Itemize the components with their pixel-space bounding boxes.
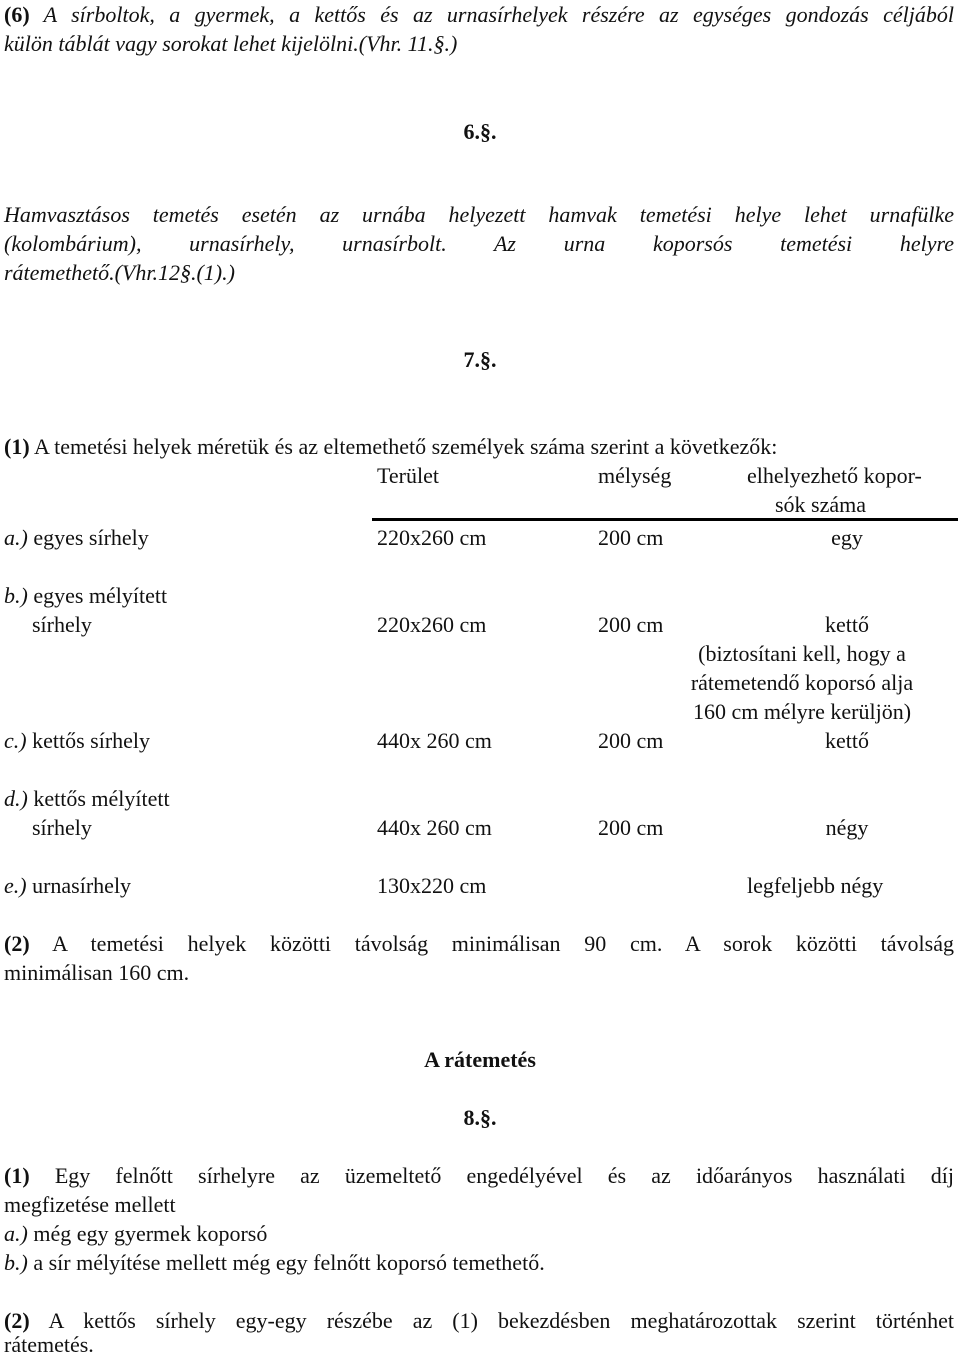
table-row-d-depth: 200 cm [598, 815, 664, 840]
section7-paragraph1 [4, 432, 777, 461]
column-header-depth: mélység [598, 463, 672, 488]
section-heading-8: 8.§. [463, 1105, 497, 1130]
subsection-title: A rátemetés [424, 1047, 536, 1072]
row-label: kettős mélyített [33, 786, 170, 811]
item-text: a sír mélyítése mellett még egy felnőtt koporsó temethető. [33, 1250, 545, 1275]
row-letter: a.) [4, 525, 28, 550]
table-row-d-label [4, 784, 170, 813]
table-row-b-depth: 200 cm [598, 612, 664, 637]
paragraph-text: A kettős sírhely egy-egy részébe az (1) bekezdésben meghatározottak szerint történhet [48, 1308, 955, 1333]
section6-line1: Hamvasztásos temetés esetén az urnába helyezett hamvak temetési helye lehet urnafülke [4, 202, 954, 227]
section8-paragraph2-line2: rátemetés. [4, 1332, 94, 1357]
item-letter: a.) [4, 1221, 28, 1246]
table-row-b-label [4, 581, 167, 610]
table-row-a-label [4, 523, 149, 552]
table-row-b-note-1: (biztosítani kell, hogy a [698, 641, 906, 666]
paragraph-number: (1) [4, 1163, 30, 1188]
row-letter: d.) [4, 786, 28, 811]
table-row-b-note-3: 160 cm mélyre kerüljön) [692, 699, 912, 724]
paragraph-text: A temetési helyek méretük és az eltemethető személyek száma szerint a következők: [33, 434, 778, 459]
section6-line2: (kolombárium), urnasírhely, urnasírbolt. Az urna koporsós temetési helyre [4, 231, 954, 256]
paragraph-6-line1 [4, 0, 954, 29]
section-heading-7: 7.§. [463, 347, 497, 372]
column-header-count-2: sók száma [775, 492, 867, 517]
table-row-c-area: 440x 260 cm [377, 728, 492, 753]
table-row-e-label [4, 871, 131, 900]
paragraph-text: Egy felnőtt sírhelyre az üzemeltető engedélyével és az időarányos használati díj [54, 1163, 954, 1188]
item-text: még egy gyermek koporsó [33, 1221, 268, 1246]
table-row-e-area: 130x220 cm [377, 873, 487, 898]
table-row-d-area: 440x 260 cm [377, 815, 492, 840]
paragraph-number: (2) [4, 1308, 30, 1333]
section6-line3: rátemethető.(Vhr.12§.(1).) [4, 260, 235, 285]
section7-paragraph2-line1 [4, 929, 954, 958]
section-heading-6: 6.§. [463, 119, 497, 144]
section8-paragraph1-line1 [4, 1161, 954, 1190]
table-row-b-count: kettő [825, 612, 869, 637]
paragraph-text: A temetési helyek közötti távolság minimálisan 90 cm. A sorok közötti távolság [52, 931, 954, 956]
table-row-c-depth: 200 cm [598, 728, 664, 753]
row-letter: e.) [4, 873, 27, 898]
row-letter: b.) [4, 583, 28, 608]
table-row-d-count: négy [825, 815, 869, 840]
table-row-c-count: kettő [825, 728, 869, 753]
table-header-rule [372, 518, 958, 521]
section8-item-a [4, 1219, 267, 1248]
row-label: kettős sírhely [32, 728, 151, 753]
paragraph-number: (1) [4, 434, 30, 459]
table-row-a-depth: 200 cm [598, 525, 664, 550]
table-row-b-area: 220x260 cm [377, 612, 487, 637]
row-label: urnasírhely [32, 873, 132, 898]
paragraph-text: A sírboltok, a gyermek, a kettős és az urnasírhelyek részére az egységes gondozás céljából [43, 2, 954, 27]
column-header-count: elhelyezhető kopor- [747, 463, 922, 488]
table-row-b-note-2: rátemetendő koporsó alja [690, 670, 914, 695]
paragraph-number: (6) [4, 2, 30, 27]
row-label: egyes sírhely [33, 525, 149, 550]
row-label: egyes mélyített [33, 583, 168, 608]
table-row-d-label-2: sírhely [32, 815, 92, 840]
table-row-c-label [4, 726, 150, 755]
table-row-a-area: 220x260 cm [377, 525, 487, 550]
section8-item-b [4, 1248, 545, 1277]
section7-paragraph2-line2: minimálisan 160 cm. [4, 960, 190, 985]
paragraph-6-line2: külön táblát vagy sorokat lehet kijelölni.(Vhr. 11.§.) [4, 31, 458, 56]
table-row-a-count: egy [831, 525, 863, 550]
section8-paragraph1-line2: megfizetése mellett [4, 1192, 176, 1217]
table-row-b-label-2: sírhely [32, 612, 92, 637]
section8-paragraph2-line1 [4, 1306, 954, 1335]
table-row-e-count: legfeljebb négy [747, 873, 884, 898]
row-letter: c.) [4, 728, 27, 753]
paragraph-number: (2) [4, 931, 30, 956]
item-letter: b.) [4, 1250, 28, 1275]
column-header-area: Terület [377, 463, 439, 488]
